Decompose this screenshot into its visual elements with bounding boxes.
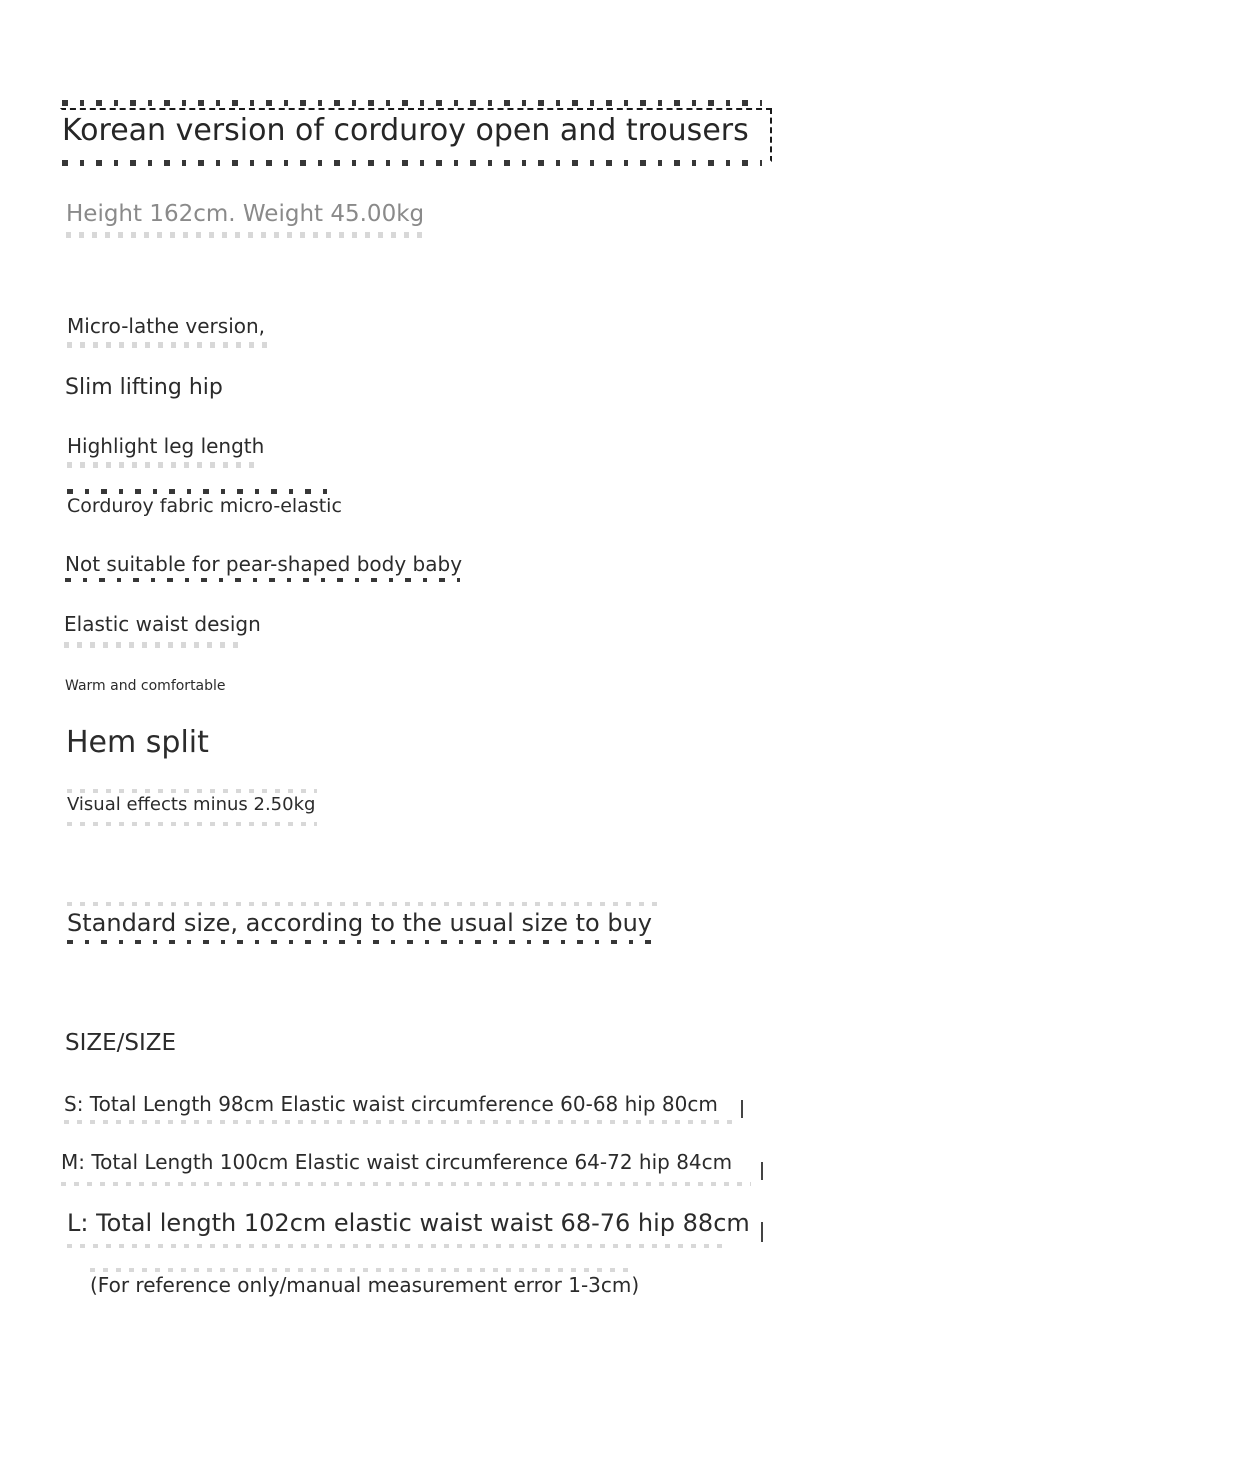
- feature-visual-effect: Visual effects minus 2.50kg: [67, 794, 316, 815]
- feature-slim-hip: Slim lifting hip: [65, 375, 223, 400]
- feature-corduroy-fabric: Corduroy fabric micro-elastic: [67, 495, 342, 517]
- size-row-s: S: Total Length 98cm Elastic waist circumference 60-68 hip 80cm: [64, 1092, 718, 1116]
- feature-leg-length: Highlight leg length: [67, 434, 265, 458]
- size-row-m: M: Total Length 100cm Elastic waist circumference 64-72 hip 84cm: [61, 1150, 733, 1174]
- size-row-l: L: Total length 102cm elastic waist waist 68-76 hip 88cm: [67, 1209, 750, 1237]
- title-residue-top: [62, 100, 762, 106]
- feature-residue: [67, 342, 267, 348]
- feature-residue: [65, 578, 460, 582]
- feature-residue: [67, 489, 337, 494]
- feature-residue: [64, 642, 244, 648]
- feature-elastic-waist: Elastic waist design: [64, 612, 261, 636]
- size-row-residue: [64, 1120, 734, 1124]
- size-row-tick: [741, 1100, 743, 1118]
- model-info: Height 162cm. Weight 45.00kg: [66, 201, 425, 227]
- size-row-residue: [61, 1182, 751, 1186]
- feature-residue: [67, 462, 257, 468]
- size-advice: Standard size, according to the usual size to buy: [67, 909, 653, 937]
- subtitle-residue: [66, 232, 426, 238]
- measurement-note: (For reference only/manual measurement error 1-3cm): [90, 1273, 640, 1297]
- feature-residue: [67, 822, 317, 826]
- advice-residue: [67, 902, 657, 906]
- feature-warm: Warm and comfortable: [65, 678, 226, 694]
- feature-hem-split: Hem split: [66, 725, 209, 760]
- size-row-residue: [67, 1244, 727, 1248]
- feature-residue: [67, 789, 317, 793]
- feature-micro-lathe: Micro-lathe version,: [67, 314, 266, 338]
- product-title: Korean version of corduroy open and trousers: [62, 113, 749, 148]
- size-chart-heading: SIZE/SIZE: [65, 1030, 177, 1056]
- size-row-tick: [761, 1162, 763, 1180]
- note-residue: [90, 1268, 635, 1272]
- size-row-tick: [761, 1222, 763, 1242]
- feature-body-type: Not suitable for pear-shaped body baby: [65, 552, 463, 576]
- advice-residue: [67, 940, 657, 944]
